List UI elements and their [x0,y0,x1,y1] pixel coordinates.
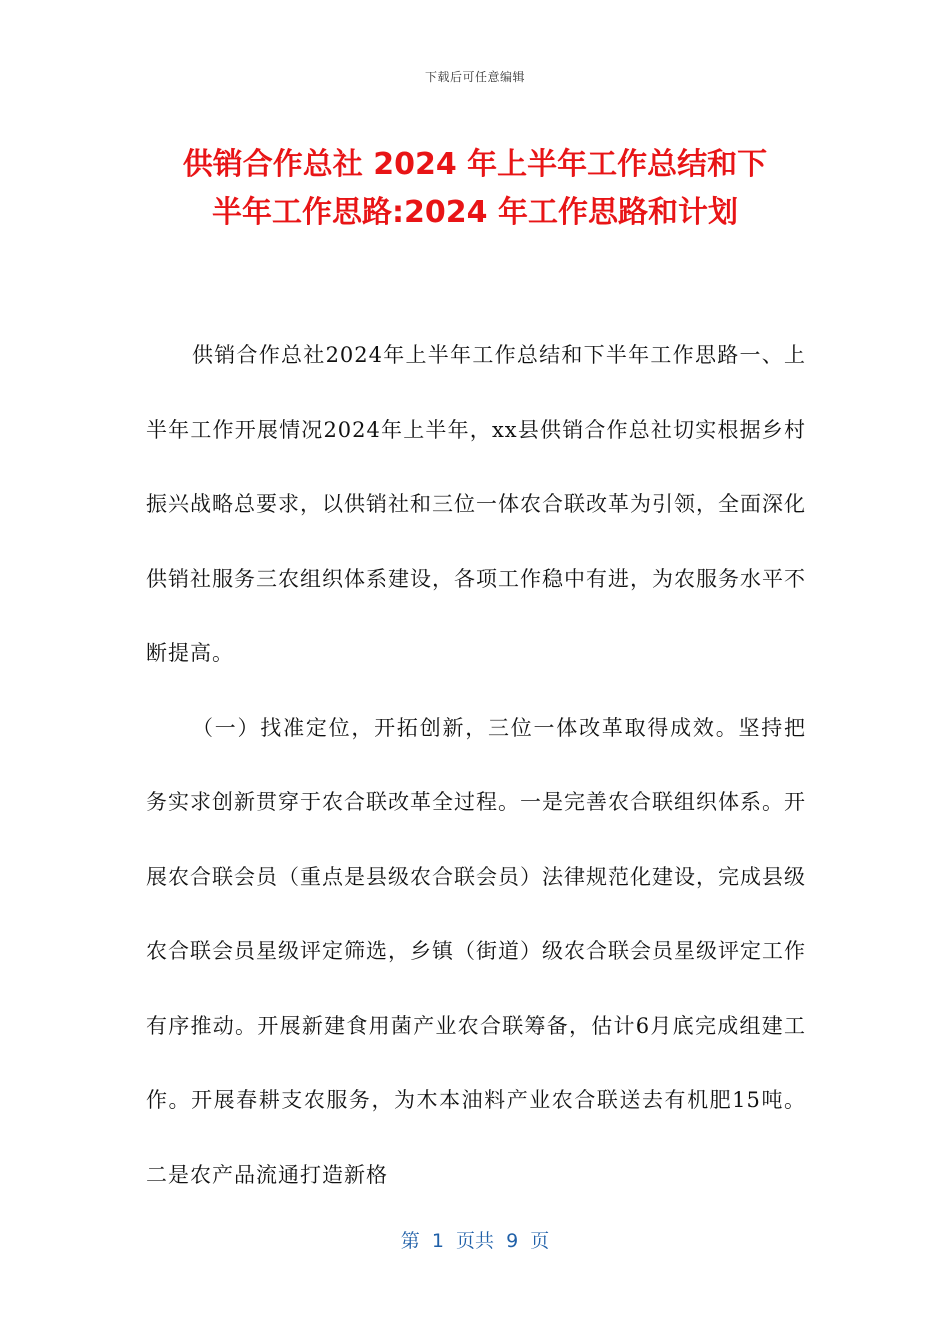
header-note: 下载后可任意编辑 [424,70,525,84]
body-paragraph-2: （一）找准定位，开拓创新，三位一体改革取得成效。坚持把务实求创新贯穿于农合联改革全过程。一是完善农合联组织体系。开展农合联会员（重点是县级农合联会员）法律规范化建设，完成县级农合联会员星级评定筛选，乡镇（街道）级农合联会员星级评定工作有序推动。开展新建食用菌产业农合联筹备，估计6月底完成组建工作。开展春耕支农服务，为木本油料产业农合联送去有机肥15吨。二是农产品流通打造新格 [146,715,806,1187]
document-body [146,318,806,1212]
title-line-1: 供销合作总社 2024 年上半年工作总结和下 [182,147,768,182]
title-line-2: 半年工作思路:2024 年工作思路和计划 [212,195,738,230]
document-title [120,141,830,237]
body-paragraph-1: 供销合作总社2024年上半年工作总结和下半年工作思路一、上半年工作开展情况2024年上半年，xx县供销合作总社切实根据乡村振兴战略总要求，以供销社和三位一体农合联改革为引领，全面深化供销社服务三农组织体系建设，各项工作稳中有进，为农服务水平不断提高。 [146,343,806,665]
page-number: 第 1 页共 9 页 [400,1230,550,1252]
